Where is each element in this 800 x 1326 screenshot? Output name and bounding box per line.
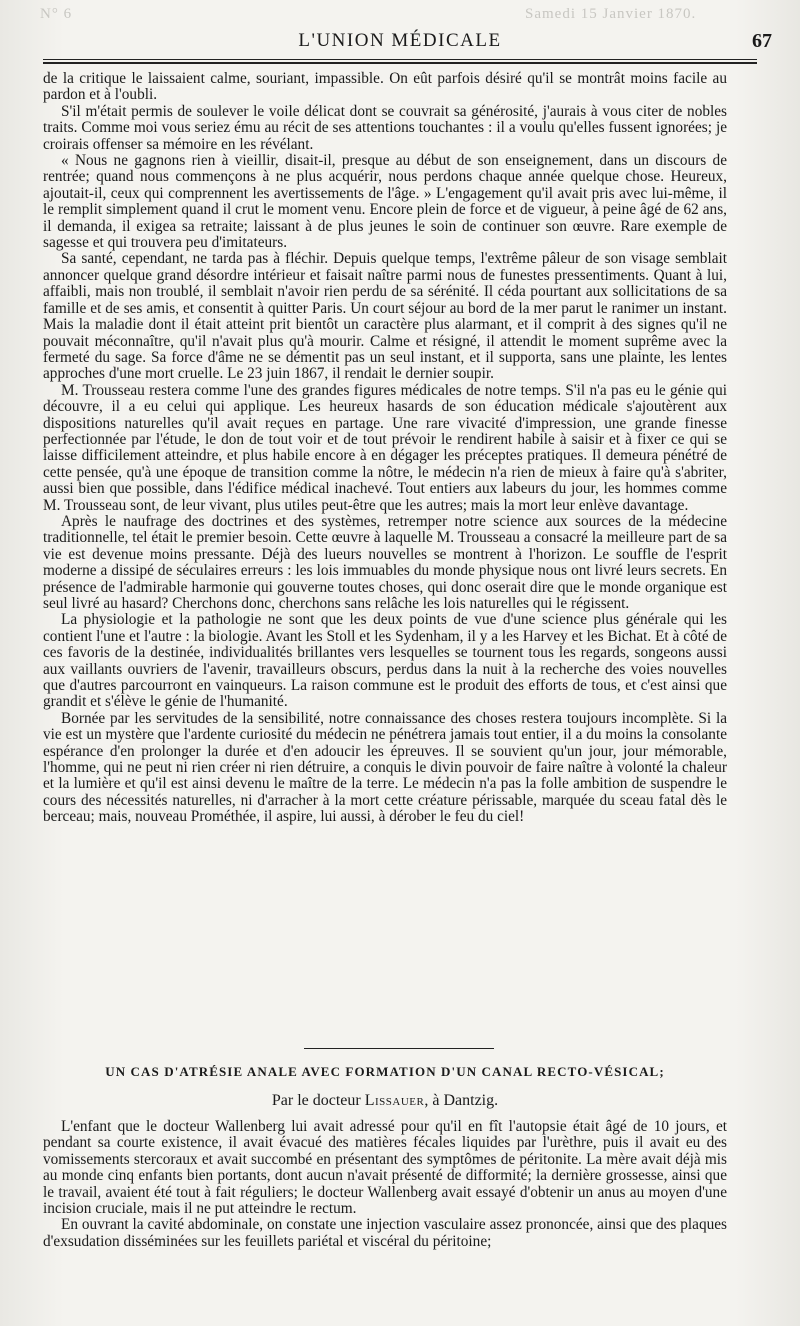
page-header xyxy=(0,30,800,58)
case-report-body xyxy=(43,1119,727,1250)
byline-suffix: , à Dantzig. xyxy=(424,1092,499,1109)
paragraph: Bornée par les servitudes de la sensibilité, notre connaissance des choses restera toujours incomplète. Si la vie est un mystère que l'ardente curiosité du médecin ne pénétrera jamais tout entier, il a du moins la consolante espérance d'en prolonger la durée et d'en adoucir les épreuves. Il se souvient qu'un jour, jour mémorable, l'homme, qui ne peut ni rien créer ni rien détruire, a conquis le divin pouvoir de faire naître à volonté la chaleur et la lumière et qu'il est ainsi devenu le maître de la terre. Le médecin n'a pas la folle ambition de suspendre le cours des nécessités naturelles, ni d'arracher à la mort cette créature périssable, marquée du sceau fatal dès le berceau; mais, nouveau Prométhée, il aspire, lui aussi, à dérober le feu du ciel! xyxy=(43,709,727,826)
byline-prefix: Par le docteur xyxy=(271,1092,365,1109)
paragraph: M. Trousseau restera comme l'une des grandes figures médicales de notre temps. S'il n'a pas eu le génie qui découvre, il a eu celui qui applique. Les heureux hasards de son éducation médicale s'ajoutèrent aux dispositions naturelles qu'il avait reçues en partage. Une rare vivacité d'impression, une grande finesse perfectionnée par l'étude, le don de tout voir et de tout prévoir le rendirent habile à saisir et à fixer ce qui se laisse difficilement atteindre, et plus habile encore à en dégager les préceptes pratiques. Il demeura pénétré de cette pensée, qu'à une époque de transition comme la nôtre, le médecin n'a rien de mieux à faire qu'à s'abriter, aussi bien que possible, dans l'édifice médical inachevé. Tout entiers aux labeurs du jour, les hommes comme M. Trousseau sont, de leur vivant, plus utiles peut-être que les autres; mais la mort leur enlève davantage. xyxy=(43,381,727,514)
paragraph: L'enfant que le docteur Wallenberg lui avait adressé pour qu'il en fît l'autopsie était âgé de 10 jours, et pendant sa courte existence, il avait évacué des matières fécales liquides par l'urèthre, puis il avait eu des vomissements stercoraux et avait succombé en présentant des symptômes de péritonite. La mère avait déjà mis au monde cinq enfants bien portants, dont aucun n'avait présenté de difformité; la dernière grossesse, ainsi que le travail, avaient été tout à fait réguliers; le docteur Wallenberg avait essayé d'obtenir un anus au moyen d'une incision cruciale, mais il ne put atteindre le rectum. xyxy=(43,1118,727,1218)
paragraph: En ouvrant la cavité abdominale, on constate une injection vasculaire assez prononcée, ainsi que des plaques d'exsudation disséminées sur les feuillets pariétal et viscéral du péritoine; xyxy=(43,1216,727,1250)
ghost-date: Samedi 15 Janvier 1870. xyxy=(525,6,697,22)
header-rule xyxy=(43,59,757,60)
header-rule-thick xyxy=(43,62,757,64)
paragraph: S'il m'était permis de soulever le voile délicat dont se couvrait sa générosité, j'aurais à vous citer de nobles traits. Comme moi vous seriez ému au récit de ses attentions touchantes : il a voulu qu'elles fussent ignorées; je croirais offenser sa mémoire en les révélant. xyxy=(43,102,727,153)
page-number: 67 xyxy=(752,30,772,52)
paragraph: « Nous ne gagnons rien à vieillir, disait-il, presque au début de son enseignement, dans un discours de rentrée; quand nous commençons à ne plus acquérir, nous perdons chaque année quelque chose. Heureux, ajoutait-il, ceux qui comprennent les avertissements de l'âge. » L'engagement qu'il avait pris avec lui-même, il le remplit simplement quand il crut le moment venu. Encore plein de force et de vigueur, à peine âgé de 62 ans, il demanda, il exigea sa retraite; laissant à de plus jeunes le soin de continuer son œuvre. Rare exemple de sagesse et qui trouvera peu d'imitateurs. xyxy=(43,152,727,252)
ghost-issue-number: N° 6 xyxy=(40,6,73,22)
bleed-through-text xyxy=(0,6,800,28)
section-title: UN CAS D'ATRÉSIE ANALE AVEC FORMATION D'UN CANAL RECTO-VÉSICAL; xyxy=(105,1064,665,1079)
article-body xyxy=(43,71,727,826)
paragraph: La physiologie et la pathologie ne sont que les deux points de vue d'une science plus générale qui les contient l'une et l'autre : la biologie. Avant les Stoll et les Sydenham, il y a les Harvey et les Bichat. Et à côté de ces favoris de la destinée, individualités brillantes vers lesquelles se tournent tous les regards, songeons aussi aux vaillants ouvriers de l'avenir, travailleurs obscurs, perdus dans la nuit à la recherche des voies nouvelles que d'autres parcourront en vainqueurs. La raison commune est le produit des efforts de tous, et c'est ainsi que grandit et s'élève le génie de l'humanité. xyxy=(43,611,727,711)
running-title: L'UNION MÉDICALE xyxy=(298,30,502,51)
section-separator xyxy=(304,1048,494,1049)
byline xyxy=(43,1092,727,1110)
paragraph: Après le naufrage des doctrines et des systèmes, retremper notre science aux sources de la médecine traditionnelle, tel était le premier besoin. Cette œuvre à laquelle M. Trousseau a consacré la meilleure part de sa vie est devenue moins pressante. Déjà des lueurs nouvelles se montrent à l'horizon. Le souffle de l'esprit moderne a dissipé de séculaires erreurs : les lois immuables du monde physique nous ont livré leurs secrets. En présence de l'admirable harmonie qui gouverne toutes choses, qui donc oserait dire que le monde organique est seul livré au hasard? Cherchons donc, cherchons sans relâche les lois naturelles qui le régissent. xyxy=(43,512,727,612)
paragraph: Sa santé, cependant, ne tarda pas à fléchir. Depuis quelque temps, l'extrême pâleur de son visage semblait annoncer quelque grand désordre intérieur et faisait naître parmi nous de funestes pressentiments. Quant à lui, affaibli, mais non troublé, il semblait n'avoir rien perdu de sa sérénité. Il céda pourtant aux sollicitations de sa famille et de ses amis, et consentit à quitter Paris. Un court séjour au bord de la mer parut le ranimer un instant. Mais la maladie dont il était atteint prit bientôt un caractère plus alarmant, et il comprit à des signes qu'il ne pouvait méconnaître, qu'il n'avait plus qu'à mourir. Calme et résigné, il attendit le moment suprême avec la fermeté du sage. Sa force d'âme ne se démentit pas un seul instant, et il supporta, sans une plainte, les lentes approches d'une mort cruelle. Le 23 juin 1867, il rendait le dernier soupir. xyxy=(43,250,727,383)
author-name: Lissauer xyxy=(364,1092,425,1109)
paragraph: de la critique le laissaient calme, souriant, impassible. On eût parfois désiré qu'il se montrât moins facile au pardon et à l'oubli. xyxy=(43,70,727,104)
